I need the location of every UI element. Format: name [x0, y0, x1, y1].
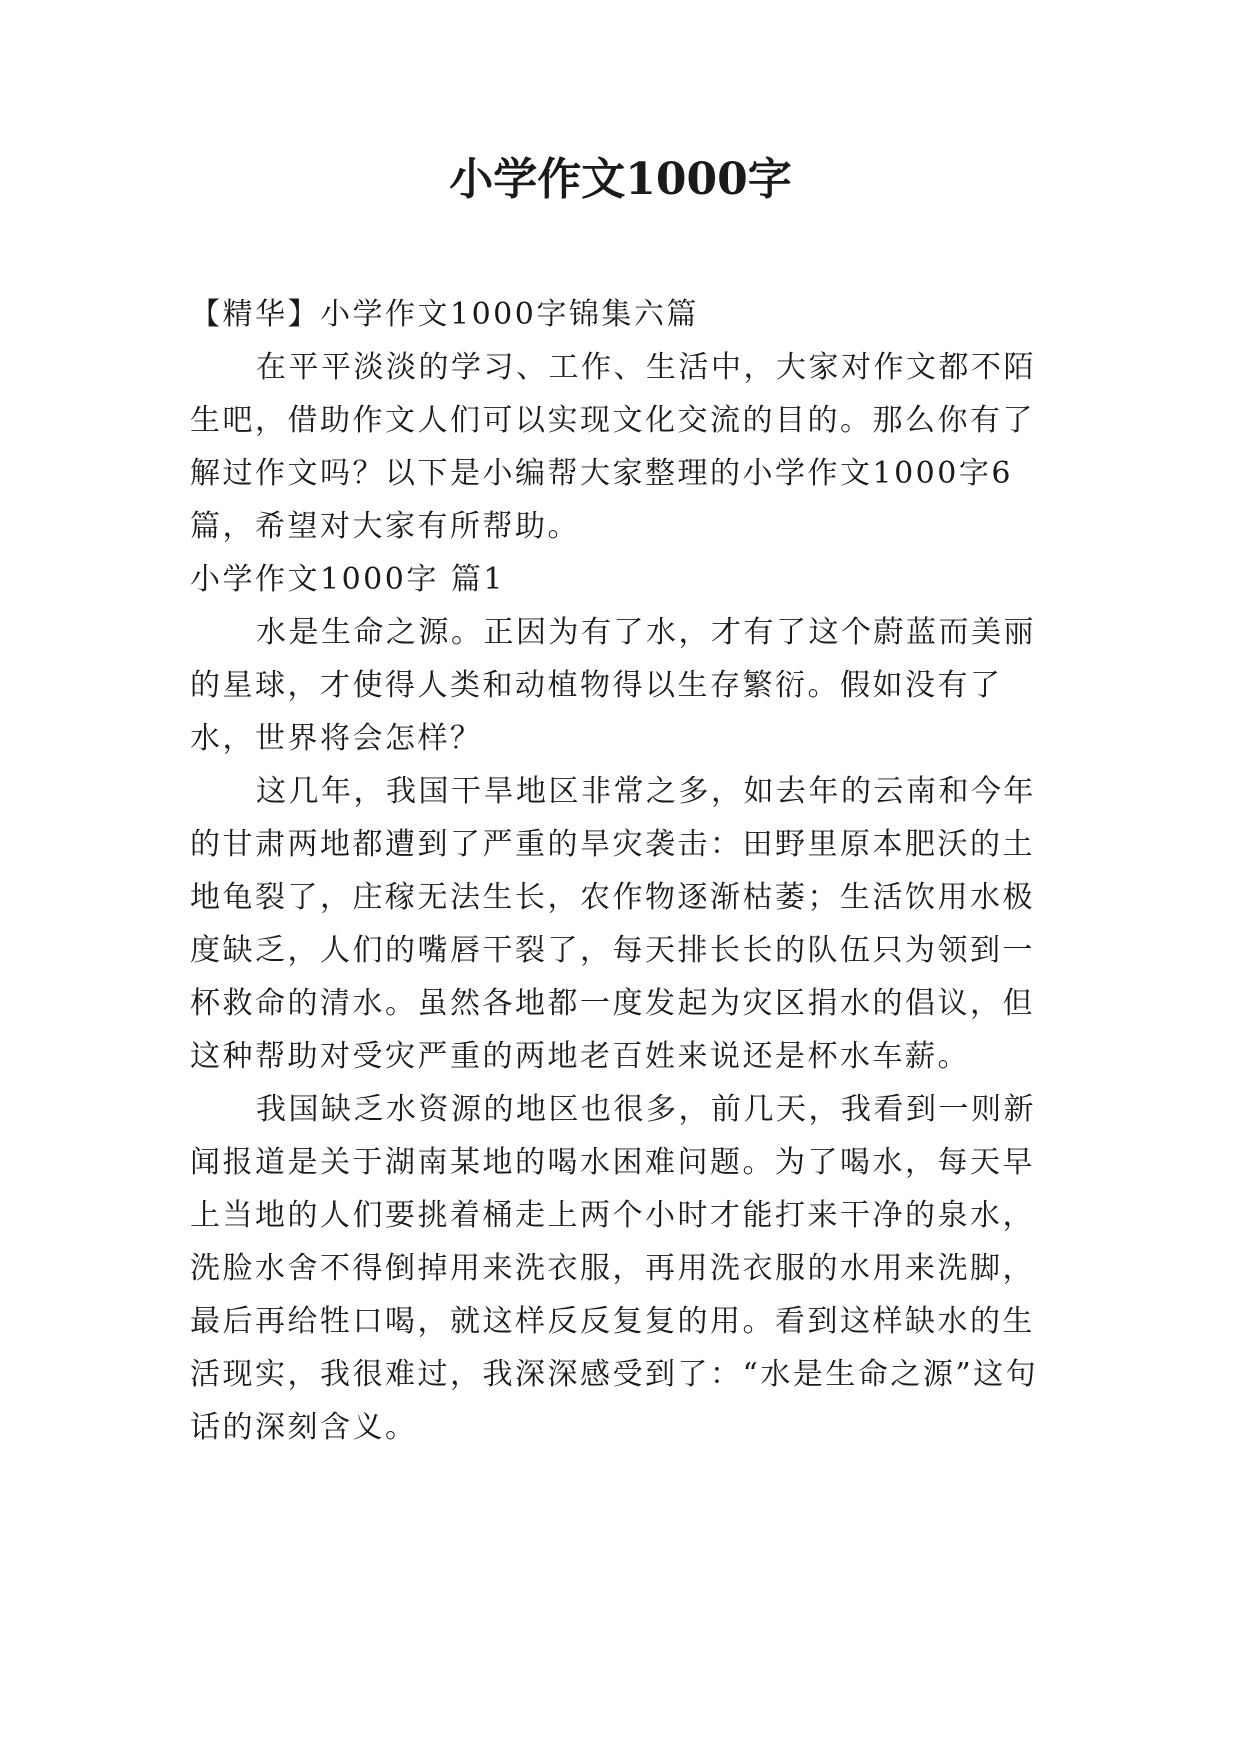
intro-paragraph: 在平平淡淡的学习、工作、生活中，大家对作文都不陌生吧，借助作文人们可以实现文化交流的目的。那么你有了解过作文吗？以下是小编帮大家整理的小学作文1000字6篇，希望对大家有所帮助。	[190, 350, 1036, 544]
body-paragraph: 我国缺乏水资源的地区也很多，前几天，我看到一则新闻报道是关于湖南某地的喝水困难问题。为了喝水，每天早上当地的人们要挑着桶走上两个小时才能打来干净的泉水，洗脸水舍不得倒掉用来洗衣服，再用洗衣服的水用来洗脚，最后再给牲口喝，就这样反反复复的用。看到这样缺水的生活现实，我很难过，我深深感受到了：“水是生命之源”这句话的深刻含义。	[190, 1092, 1039, 1445]
document-title: 小学作文1000字	[449, 154, 792, 205]
document-body	[190, 288, 1066, 1454]
body-paragraph: 这几年，我国干旱地区非常之多，如去年的云南和今年的甘肃两地都遭到了严重的旱灾袭击：田野里原本肥沃的土地龟裂了，庄稼无法生长，农作物逐渐枯萎；生活饮用水极度缺乏，人们的嘴唇干裂了，每天排长长的队伍只为领到一杯救命的清水。虽然各地都一度发起为灾区捐水的倡议，但这种帮助对受灾严重的两地老百姓来说还是杯水车薪。	[190, 774, 1036, 1074]
section-heading: 小学作文1000字 篇1	[190, 562, 505, 597]
document-subtitle: 【精华】小学作文1000字锦集六篇	[190, 297, 699, 332]
body-paragraph: 水是生命之源。正因为有了水，才有了这个蔚蓝而美丽的星球，才使得人类和动植物得以生存繁衍。假如没有了水，世界将会怎样？	[190, 615, 1036, 756]
section-1	[190, 553, 1066, 1454]
